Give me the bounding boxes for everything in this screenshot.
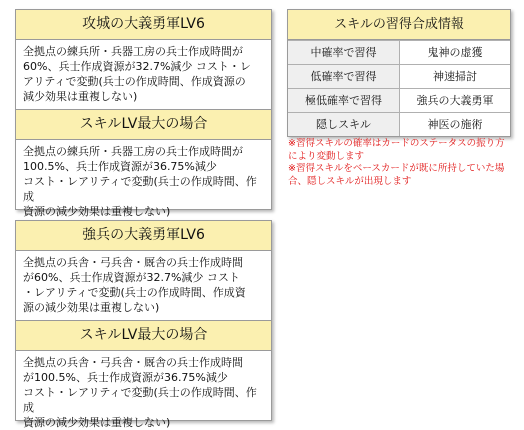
skill-card-strong-soldier — [15, 220, 272, 429]
row-label: 極低確率で習得 — [288, 89, 400, 112]
skill-notes — [288, 138, 514, 188]
skill-card-title: 強兵の大義勇軍LV6 — [16, 221, 271, 251]
note-text: ※習得スキルの確率はカードのステータスの振り方により変動します — [288, 138, 505, 162]
skill-max-level-title: スキルLV最大の場合 — [16, 320, 271, 351]
skill-max-level-title: スキルLV最大の場合 — [16, 109, 271, 140]
row-value: 神医の施術 — [427, 118, 483, 131]
table-row — [288, 40, 510, 64]
table-row — [288, 64, 510, 88]
skill-max-level-description: 全拠点の練兵所・兵器工房の兵士作成時間が 100.5%、兵士作成資源が36.75%減少 コスト・レアリティで変動(兵士の作成時間、作成 資源の減少効果は重複しない) — [23, 145, 257, 218]
skill-acquisition-table — [287, 9, 511, 137]
row-label: 隠しスキル — [288, 113, 400, 136]
row-label: 中確率で習得 — [288, 41, 400, 64]
skill-card-description: 全拠点の練兵所・兵器工房の兵士作成時間が 60%、兵士作成資源が32.7%減少 コスト・レ アリティで変動(兵士の作成時間、作成資源の 減少効果は重複しない) — [23, 45, 251, 103]
row-value: 神速掃討 — [433, 70, 477, 83]
table-row — [288, 88, 510, 112]
row-value: 強兵の大義勇軍 — [416, 94, 494, 107]
skill-max-level-description: 全拠点の兵舎・弓兵舎・厩舎の兵士作成時間 が100.5%、兵士作成資源が36.75%減少 コスト・レアリティで変動(兵士の作成時間、作成 資源の減少効果は重複しない) — [23, 356, 257, 429]
row-value: 鬼神の虚獲 — [427, 46, 483, 59]
skill-card-title: 攻城の大義勇軍LV6 — [16, 10, 271, 40]
note-text: ※習得スキルをベースカードが既に所持していた場合、隠しスキルが出現します — [288, 163, 505, 187]
table-row — [288, 112, 510, 136]
skill-card-siege — [15, 9, 272, 218]
row-label: 低確率で習得 — [288, 65, 400, 88]
skill-table-title: スキルの習得合成情報 — [288, 10, 510, 40]
skill-card-description: 全拠点の兵舎・弓兵舎・厩舎の兵士作成時間 が60%、兵士作成資源が32.7%減少 コスト ・レアリティで変動(兵士の作成時間、作成資 源の減少効果は重複しない) — [23, 256, 246, 314]
